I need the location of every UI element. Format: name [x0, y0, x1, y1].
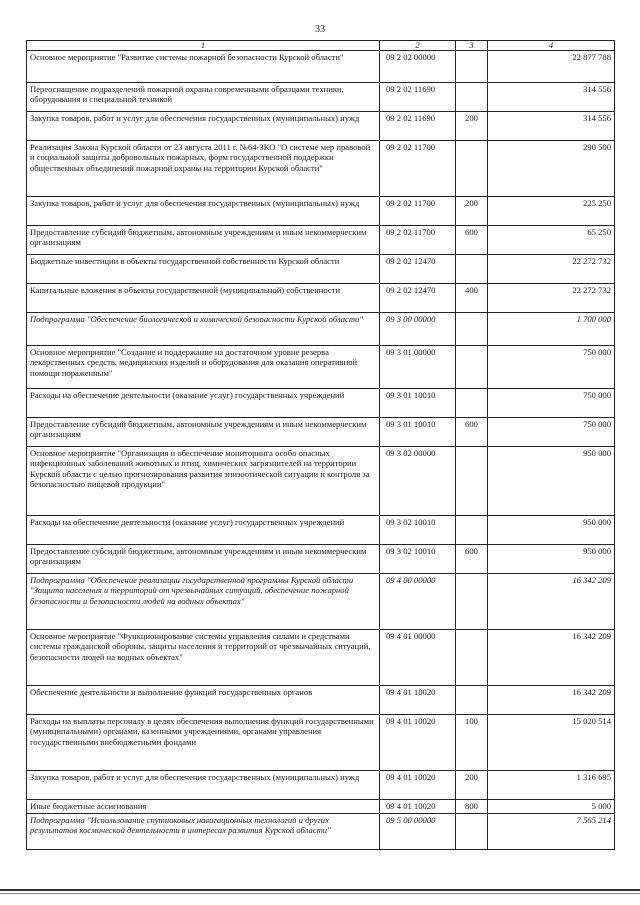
row-sum-cell: 16 342 209: [488, 630, 615, 686]
table-row: [27, 255, 615, 284]
table-row: [27, 715, 615, 771]
row-code-cell: 09 3 02 00000: [380, 447, 456, 516]
table-row: [27, 574, 615, 630]
row-sum-cell: 750 000: [488, 346, 615, 389]
row-name-cell: Подпрограмма "Обеспечение биологической и химической безопасности Курской области": [27, 313, 380, 346]
row-type-cell: 400: [456, 284, 488, 313]
row-name-cell: Расходы на выплаты персоналу в целях обеспечения выполнения функций государственными (муниципальными) органами, казенными учреждениями, органами управления государственными внебюджетными фондами: [27, 715, 380, 771]
table-row: [27, 516, 615, 545]
row-code-cell: 09 3 02 10010: [380, 545, 456, 574]
row-name-cell: Обеспечение деятельности и выполнение функций государственных органов: [27, 686, 380, 715]
row-sum-cell: 314 556: [488, 112, 615, 141]
table-row: [27, 771, 615, 800]
row-name-cell: Основное мероприятие "Организация и обеспечение мониторинга особо опасных инфекционных заболеваний животных и птиц, химических загрязнителей на территории Курской области с целью прогнозирования развития эпизоотической ситуации и контроля за безопасностью пищевой продукции": [27, 447, 380, 516]
table-header-row: [27, 41, 615, 51]
row-code-cell: 09 3 01 00000: [380, 346, 456, 389]
table-row: [27, 83, 615, 112]
row-sum-cell: 1 700 000: [488, 313, 615, 346]
row-name-cell: Закупка товаров, работ и услуг для обеспечения государственных (муниципальных) нужд: [27, 112, 380, 141]
row-sum-cell: 5 000: [488, 800, 615, 814]
row-code-cell: 09 2 02 11700: [380, 197, 456, 226]
table-row: [27, 418, 615, 447]
row-name-cell: Бюджетные инвестиции в объекты государственной собственности Курской области: [27, 255, 380, 284]
row-sum-cell: 950 000: [488, 516, 615, 545]
row-code-cell: 09 2 02 11690: [380, 112, 456, 141]
row-name-cell: Реализация Закона Курской области от 23 августа 2011 г. №64-ЗКО "О системе мер правовой и социальной защиты добровольных пожарных, форм государственной поддержки общественных объединений пожарной охраны на территории Курской области": [27, 141, 380, 197]
table-row: [27, 141, 615, 197]
row-type-cell: 600: [456, 545, 488, 574]
row-sum-cell: 1 316 695: [488, 771, 615, 800]
row-name-cell: Подпрограмма "Использование спутниковых навигационных технологий и других результатов космической деятельности в интересах развития Курской области": [27, 814, 380, 850]
row-sum-cell: 225 250: [488, 197, 615, 226]
row-code-cell: 09 2 02 12470: [380, 284, 456, 313]
page-bottom-border-thin: [0, 893, 640, 894]
row-code-cell: 09 2 02 11700: [380, 141, 456, 197]
row-code-cell: 09 4 01 10020: [380, 686, 456, 715]
row-type-cell: 600: [456, 418, 488, 447]
row-type-cell: [456, 686, 488, 715]
row-code-cell: 09 2 02 11690: [380, 83, 456, 112]
row-name-cell: Капитальные вложения в объекты государственной (муниципальной) собственности: [27, 284, 380, 313]
table-row: [27, 226, 615, 255]
row-sum-cell: 290 500: [488, 141, 615, 197]
row-name-cell: Основное мероприятие "Развитие системы пожарной безопасности Курской области": [27, 51, 380, 83]
page-number: 33: [315, 24, 325, 35]
row-code-cell: 09 3 01 10010: [380, 418, 456, 447]
row-type-cell: 800: [456, 800, 488, 814]
table-row: [27, 389, 615, 418]
row-code-cell: 09 2 02 11700: [380, 226, 456, 255]
row-name-cell: Расходы на обеспечение деятельности (оказание услуг) государственных учреждений: [27, 389, 380, 418]
row-code-cell: 09 4 01 00000: [380, 630, 456, 686]
table-row: [27, 197, 615, 226]
row-code-cell: 09 3 02 10010: [380, 516, 456, 545]
row-name-cell: Подпрограмма "Обеспечение реализации государственной программы Курской области "Защита населения и территорий от чрезвычайных ситуаций, обеспечение пожарной безопасности и безопасности людей на водных объектах": [27, 574, 380, 630]
row-type-cell: 100: [456, 715, 488, 771]
row-sum-cell: 22 272 732: [488, 284, 615, 313]
row-name-cell: Переоснащение подразделений пожарной охраны современными образцами техники, оборудования и специальной техникой: [27, 83, 380, 112]
row-type-cell: [456, 141, 488, 197]
table-row: [27, 686, 615, 715]
table-row: [27, 112, 615, 141]
table-row: [27, 814, 615, 850]
column-header-type: 3: [456, 41, 488, 51]
row-sum-cell: 16 342 209: [488, 574, 615, 630]
row-sum-cell: 65 250: [488, 226, 615, 255]
row-type-cell: [456, 630, 488, 686]
column-header-code: 2: [380, 41, 456, 51]
row-name-cell: Закупка товаров, работ и услуг для обеспечения государственных (муниципальных) нужд: [27, 771, 380, 800]
row-name-cell: Расходы на обеспечение деятельности (оказание услуг) государственных учреждений: [27, 516, 380, 545]
row-sum-cell: 950 000: [488, 545, 615, 574]
page-bottom-border: [0, 889, 640, 891]
table-row: [27, 545, 615, 574]
row-type-cell: [456, 574, 488, 630]
table-row: [27, 51, 615, 83]
column-header-sum: 4: [488, 41, 615, 51]
row-name-cell: Предоставление субсидий бюджетным, автономным учреждениям и иным некоммерческим организациям: [27, 418, 380, 447]
row-code-cell: 09 4 01 10020: [380, 800, 456, 814]
table-row: [27, 447, 615, 516]
row-sum-cell: 750 000: [488, 418, 615, 447]
budget-table: [26, 40, 615, 850]
row-type-cell: [456, 389, 488, 418]
row-type-cell: 200: [456, 771, 488, 800]
row-type-cell: [456, 814, 488, 850]
row-sum-cell: 314 556: [488, 83, 615, 112]
row-name-cell: Предоставление субсидий бюджетным, автономным учреждениям и иным некоммерческим организациям: [27, 545, 380, 574]
row-type-cell: 600: [456, 226, 488, 255]
row-type-cell: [456, 51, 488, 83]
row-type-cell: 200: [456, 112, 488, 141]
row-type-cell: [456, 83, 488, 112]
table-row: [27, 800, 615, 814]
row-sum-cell: 16 342 209: [488, 686, 615, 715]
row-name-cell: Основное мероприятие "Функционирование системы управления силами и средствами системы гражданской обороны, защиты населения и территорий от чрезвычайных ситуаций, безопасности людей на водных объектах": [27, 630, 380, 686]
row-type-cell: 200: [456, 197, 488, 226]
row-sum-cell: 750 000: [488, 389, 615, 418]
row-sum-cell: 22 877 788: [488, 51, 615, 83]
row-type-cell: [456, 313, 488, 346]
table-row: [27, 284, 615, 313]
row-type-cell: [456, 346, 488, 389]
row-sum-cell: 22 272 732: [488, 255, 615, 284]
row-code-cell: 09 4 01 10020: [380, 771, 456, 800]
row-sum-cell: 950 000: [488, 447, 615, 516]
table-row: [27, 313, 615, 346]
row-name-cell: Иные бюджетные ассигнования: [27, 800, 380, 814]
row-code-cell: 09 4 00 00000: [380, 574, 456, 630]
row-code-cell: 09 2 02 12470: [380, 255, 456, 284]
row-name-cell: Основное мероприятие "Создание и поддержание на достаточном уровне резерва лекарственных средств, медицинских изделий и оборудования для оказания оперативной помощи пораженным": [27, 346, 380, 389]
row-code-cell: 09 3 01 10010: [380, 389, 456, 418]
row-sum-cell: 7 565 214: [488, 814, 615, 850]
row-code-cell: 09 4 01 10020: [380, 715, 456, 771]
row-name-cell: Закупка товаров, работ и услуг для обеспечения государственных (муниципальных) нужд: [27, 197, 380, 226]
row-type-cell: [456, 516, 488, 545]
row-code-cell: 09 3 00 00000: [380, 313, 456, 346]
row-code-cell: 09 2 02 00000: [380, 51, 456, 83]
table-row: [27, 630, 615, 686]
row-type-cell: [456, 447, 488, 516]
table-row: [27, 346, 615, 389]
row-code-cell: 09 5 00 00000: [380, 814, 456, 850]
row-sum-cell: 15 020 514: [488, 715, 615, 771]
row-type-cell: [456, 255, 488, 284]
row-name-cell: Предоставление субсидий бюджетным, автономным учреждениям и иным некоммерческим организациям: [27, 226, 380, 255]
column-header-name: 1: [27, 41, 380, 51]
